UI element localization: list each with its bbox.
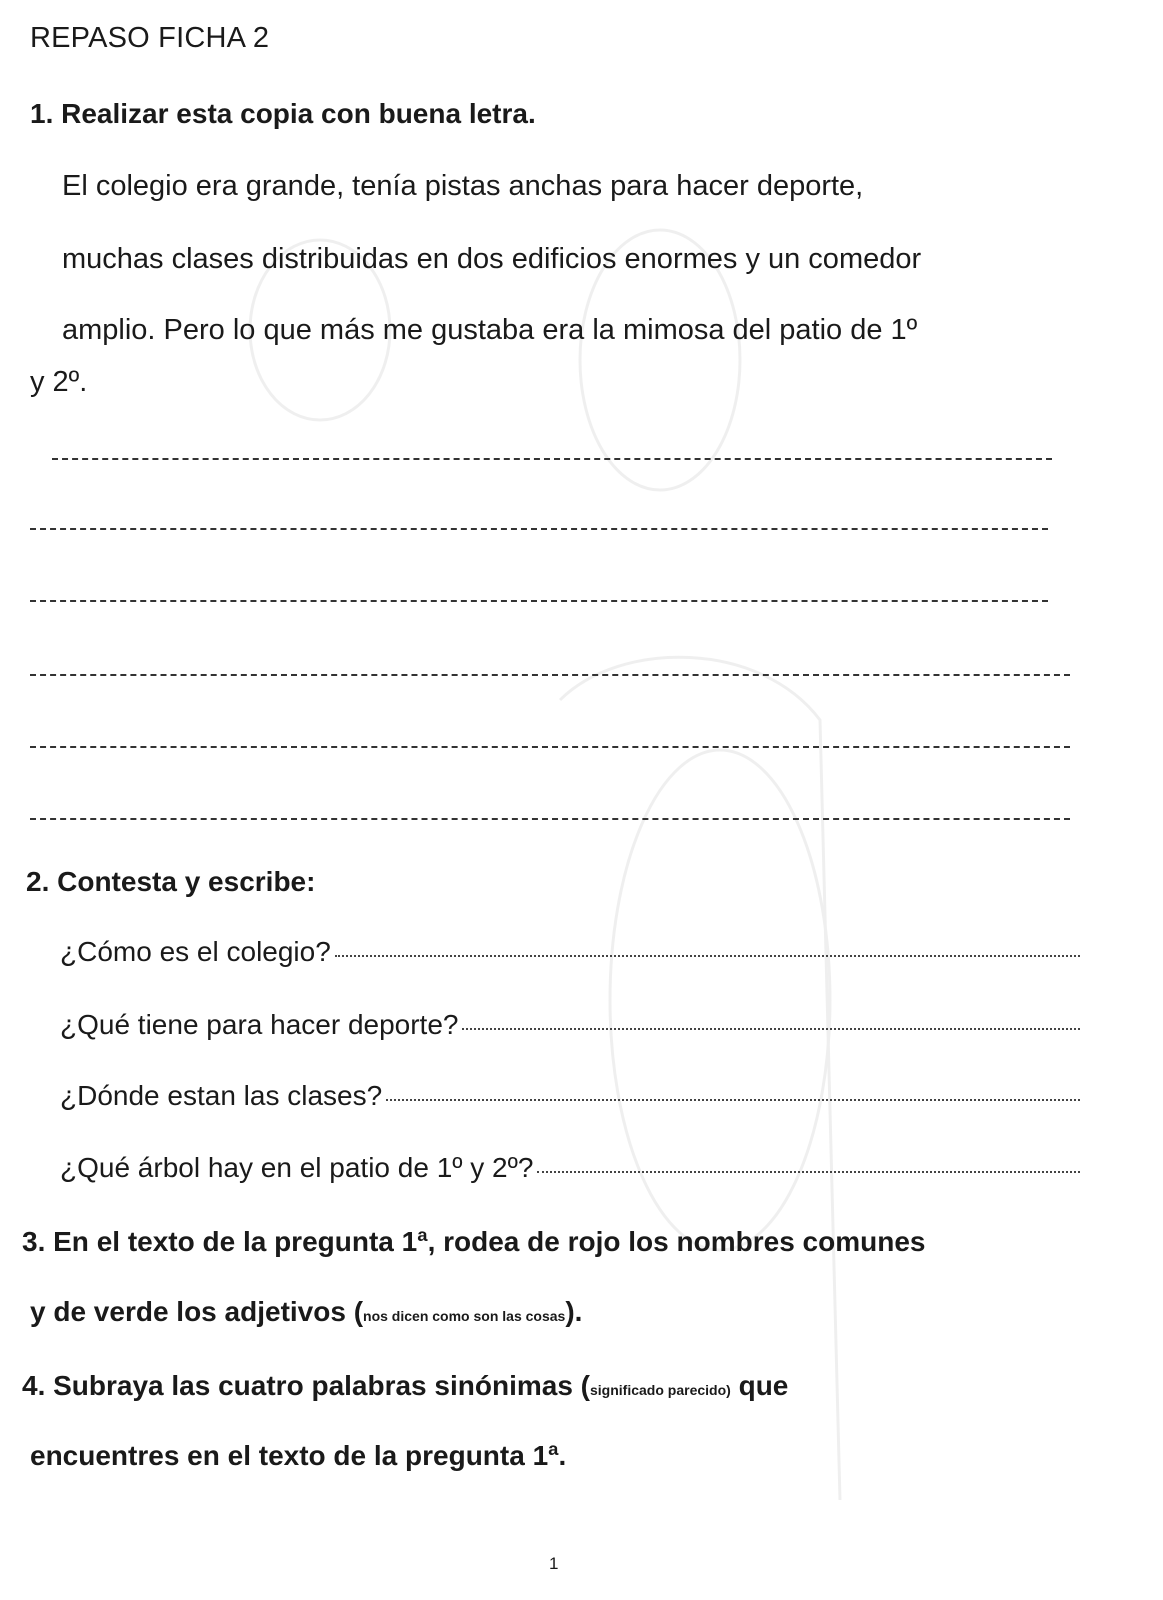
answer-line-4[interactable] <box>537 1171 1080 1173</box>
section-3-note: nos dicen como son las cosas <box>363 1308 566 1324</box>
writing-line-3[interactable] <box>30 600 1048 602</box>
copy-text-line-3: amplio. Pero lo que más me gustaba era la mimosa del patio de 1º <box>62 314 918 346</box>
section-3-line-2-text: y de verde los adjetivos ( <box>30 1296 364 1327</box>
question-1-text: ¿Cómo es el colegio? <box>60 936 331 967</box>
section-4-line-1 <box>22 1370 788 1402</box>
section-2-heading: 2. Contesta y escribe: <box>26 866 316 897</box>
question-3 <box>60 1080 1080 1112</box>
copy-text-line-1: El colegio era grande, tenía pistas anchas para hacer deporte, <box>62 170 864 202</box>
copy-text-line-2: muchas clases distribuidas en dos edificios enormes y un comedor <box>62 243 922 275</box>
question-2-text: ¿Qué tiene para hacer deporte? <box>60 1009 459 1040</box>
section-3-line-2-end: ). <box>565 1296 583 1327</box>
writing-line-6[interactable] <box>30 818 1070 820</box>
section-3-line-1: 3. En el texto de la pregunta 1ª, rodea de rojo los nombres comunes <box>22 1226 926 1257</box>
question-4 <box>60 1152 1080 1184</box>
question-1 <box>60 936 1080 968</box>
writing-line-4[interactable] <box>30 674 1070 676</box>
question-3-text: ¿Dónde estan las clases? <box>60 1080 383 1111</box>
writing-line-5[interactable] <box>30 746 1070 748</box>
question-2 <box>60 1009 1080 1041</box>
writing-line-1[interactable] <box>52 458 1052 460</box>
section-4-note: significado parecido) <box>590 1382 731 1398</box>
answer-line-2[interactable] <box>462 1028 1080 1030</box>
answer-line-1[interactable] <box>335 955 1080 957</box>
section-4-line-2: encuentres en el texto de la pregunta 1ª. <box>30 1440 567 1471</box>
section-1-heading: 1. Realizar esta copia con buena letra. <box>30 98 536 129</box>
section-3-line-2 <box>30 1296 582 1328</box>
question-4-text: ¿Qué árbol hay en el patio de 1º y 2º? <box>60 1152 534 1183</box>
page-title: REPASO FICHA 2 <box>30 22 270 54</box>
answer-line-3[interactable] <box>386 1099 1080 1101</box>
copy-text-line-4: y 2º. <box>30 366 88 398</box>
section-4-line-1-text: 4. Subraya las cuatro palabras sinónimas ( <box>22 1370 590 1401</box>
section-4-line-1-end: que <box>730 1370 789 1401</box>
page-number: 1 <box>549 1554 559 1573</box>
writing-line-2[interactable] <box>30 528 1048 530</box>
